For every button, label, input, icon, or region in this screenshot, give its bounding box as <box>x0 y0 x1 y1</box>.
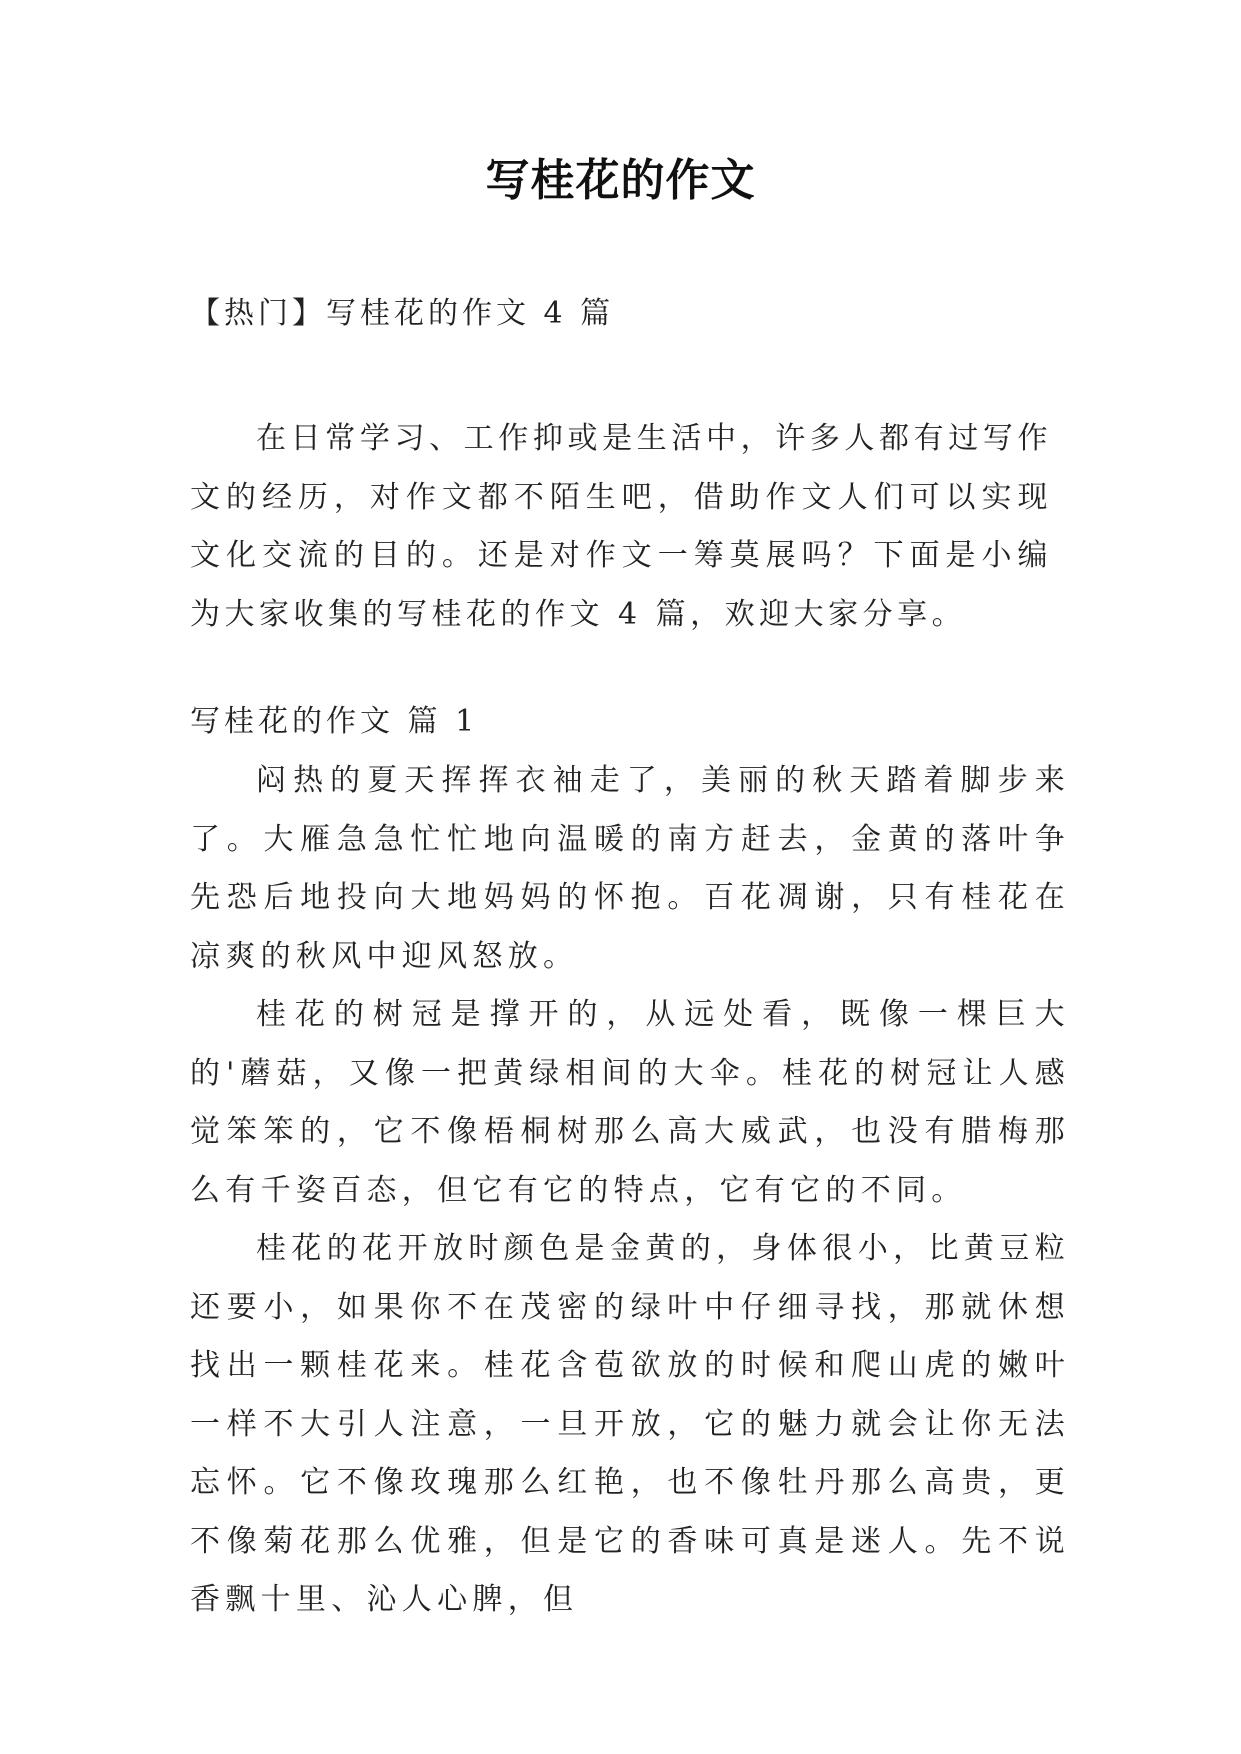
document-title: 写桂花的作文 <box>485 155 756 206</box>
body-paragraph: 桂花的树冠是撑开的，从远处看，既像一棵巨大的'蘑菇，又像一把黄绿相间的大伞。桂花的树冠让人感觉笨笨的，它不像梧桐树那么高大威武，也没有腊梅那么有千姿百态，但它有它的特点，它有它的不同。 <box>190 997 1070 1208</box>
section-heading: 写桂花的作文 篇 1 <box>190 704 479 739</box>
body-paragraph: 闷热的夏天挥挥衣袖走了，美丽的秋天踏着脚步来了。大雁急急忙忙地向温暖的南方赶去，金黄的落叶争先恐后地投向大地妈妈的怀抱。百花凋谢，只有桂花在凉爽的秋风中迎风怒放。 <box>190 763 1070 974</box>
body-paragraph: 桂花的花开放时颜色是金黄的，身体很小，比黄豆粒还要小，如果你不在茂密的绿叶中仔细寻找，那就休想找出一颗桂花来。桂花含苞欲放的时候和爬山虎的嫩叶一样不大引人注意，一旦开放，它的魅力就会让你无法忘怀。它不像玫瑰那么红艳，也不像牡丹那么高贵，更不像菊花那么优雅，但是它的香味可真是迷人。先不说香飘十里、沁人心脾，但 <box>190 1231 1070 1617</box>
document-subtitle: 【热门】写桂花的作文 4 篇 <box>190 296 615 331</box>
section-body <box>190 752 1070 1630</box>
intro-paragraph: 在日常学习、工作抑或是生活中，许多人都有过写作文的经历，对作文都不陌生吧，借助作文人们可以实现文化交流的目的。还是对作文一筹莫展吗？下面是小编为大家收集的写桂花的作文 4 篇，欢迎大家分享。 <box>190 421 1052 632</box>
